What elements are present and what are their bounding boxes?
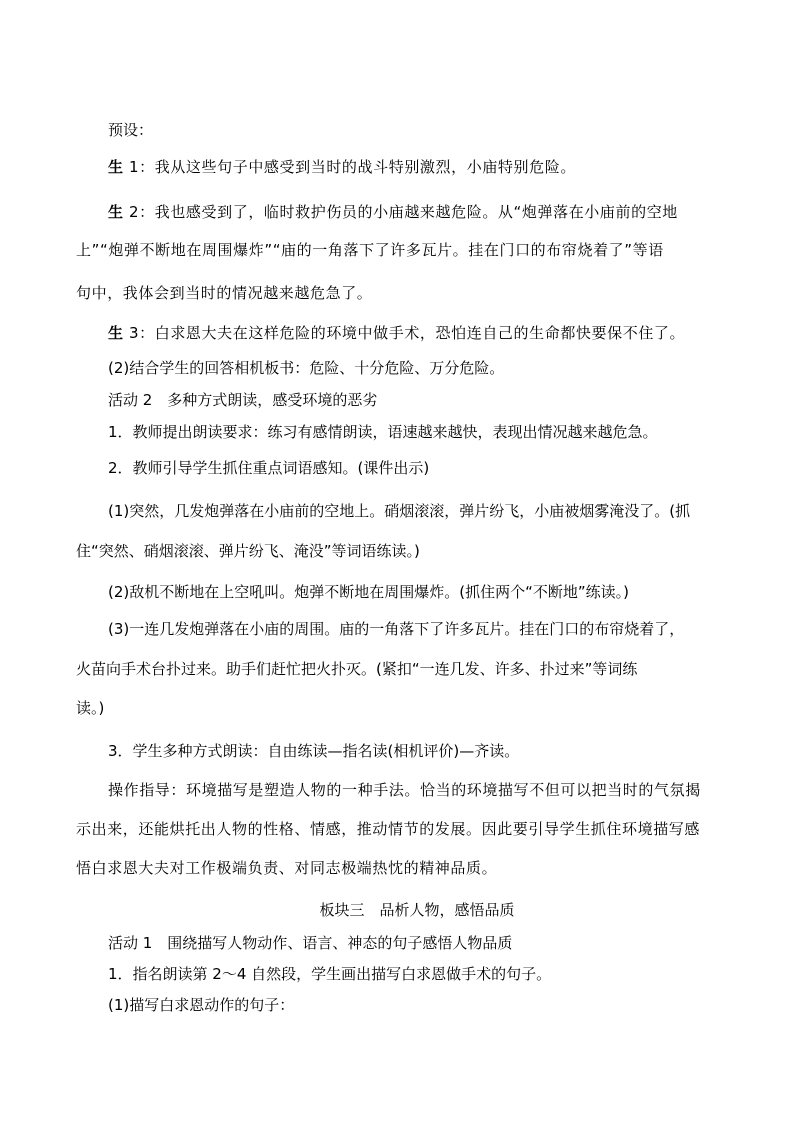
quote-3-line-2: 火苗向手术台扑过来。助手们赶忙把火扑灭。(紧扣“一连几发、许多、扑过来”等词练 (76, 660, 638, 678)
student-answer-2-text: 2：我也感受到了，临时救护伤员的小庙越来越危险。从“炮弹落在小庙前的空地 (123, 203, 678, 221)
step-1-read-aloud: 1．指名朗读第 2～4 自然段，学生画出描写白求恩做手术的句子。 (108, 965, 552, 983)
guidance-line-1: 操作指导：环境描写是塑造人物的一种手法。恰当的环境描写不但可以把当时的气氛揭 (108, 781, 701, 799)
quote-3-line-3: 读。) (76, 699, 105, 717)
student-answer-2-line-3: 句中，我体会到当时的情况越来越危急了。 (76, 284, 373, 302)
step-1: 1．教师提出朗读要求：练习有感情朗读，语速越来越快，表现出情况越来越危急。 (108, 423, 658, 441)
guidance-line-2: 示出来，还能烘托出人物的性格、情感，推动情节的发展。因此要引导学生抓住环境描写感 (76, 820, 701, 838)
blackboard-note: (2)结合学生的回答相机板书：危险、十分危险、万分危险。 (108, 359, 505, 377)
student-answer-2-line-1 (108, 202, 794, 222)
student-label: 生 (108, 158, 124, 176)
quote-1-line-2: 住“突然、硝烟滚滚、弹片纷飞、淹没”等词语练读。) (76, 542, 420, 560)
student-answer-3 (108, 323, 794, 343)
student-answer-1 (108, 157, 794, 177)
quote-3-line-1: (3)一连几发炮弹落在小庙的周围。庙的一角落下了许多瓦片。挂在门口的布帘烧着了， (108, 620, 685, 638)
activity-1-title: 活动 1 围绕描写人物动作、语言、神态的句子感悟人物品质 (108, 934, 513, 952)
guidance-line-3: 悟白求恩大夫对工作极端负责、对同志极端热忱的精神品质。 (76, 859, 498, 877)
section-heading: 板块三 品析人物，感悟品质 (319, 901, 515, 919)
student-answer-2-line-2: 上”“炮弹不断地在周围爆炸”“庙的一角落下了许多瓦片。挂在门口的布帘烧着了”等语 (76, 241, 664, 259)
student-label: 生 (108, 324, 124, 342)
student-label: 生 (108, 203, 124, 221)
student-answer-3-text: 3：白求恩大夫在这样危险的环境中做手术，恐怕连自己的生命都快要保不住了。 (123, 324, 686, 342)
activity-2-title: 活动 2 多种方式朗读，感受环境的恶劣 (108, 391, 378, 409)
step-2: 2．教师引导学生抓住重点词语感知。(课件出示) (108, 459, 430, 477)
step-3: 3．学生多种方式朗读：自由练读—指名读(相机评价)—齐读。 (108, 742, 520, 760)
student-answer-1-text: 1：我从这些句子中感受到当时的战斗特别激烈，小庙特别危险。 (123, 158, 576, 176)
preset-label: 预设： (108, 121, 154, 139)
quote-1-line-1: (1)突然，几发炮弹落在小庙前的空地上。硝烟滚滚，弹片纷飞，小庙被烟雾淹没了。(抓 (108, 502, 691, 520)
quote-2: (2)敌机不断地在上空吼叫。炮弹不断地在周围爆炸。(抓住两个“不断地”练读。) (108, 583, 629, 601)
action-sentences-label: (1)描写白求恩动作的句子： (108, 996, 295, 1014)
